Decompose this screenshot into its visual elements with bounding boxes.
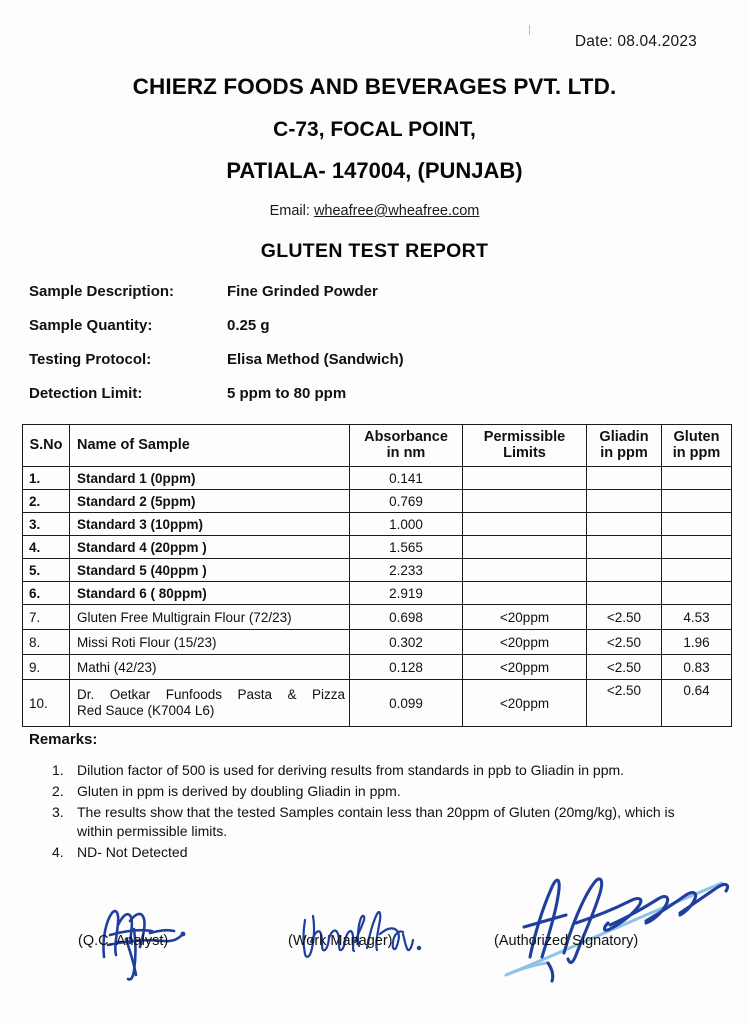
- address-line-2: PATIALA- 147004, (PUNJAB): [226, 158, 523, 183]
- cell-gliadin: <2.50: [587, 655, 662, 680]
- cell-sample-name-line2: Red Sauce (K7004 L6): [77, 703, 215, 719]
- cell-sample-name: [70, 680, 350, 727]
- meta-row-sample-description: [29, 283, 629, 317]
- meta-label: Sample Description:: [29, 283, 175, 300]
- cell-gliadin: [587, 559, 662, 582]
- signature-label-work-manager: (Work Manager): [288, 933, 393, 949]
- cell-absorbance: 0.698: [350, 605, 463, 630]
- cell-sno: 5.: [23, 559, 70, 582]
- table-row: [23, 536, 732, 559]
- cell-sno: 1.: [23, 467, 70, 490]
- remark-text: The results show that the tested Samples contain less than 20ppm of Gluten (20mg/kg), which is within permissible limits.: [77, 803, 675, 839]
- sample-meta-list: [29, 283, 629, 419]
- cell-sample-name-line1: Dr. Oetkar Funfoods Pasta & Pizza: [77, 686, 345, 702]
- remark-text: ND- Not Detected: [77, 843, 188, 860]
- cell-sno: 3.: [23, 513, 70, 536]
- cell-sample-name: Standard 2 (5ppm): [70, 490, 350, 513]
- cell-absorbance: 0.302: [350, 630, 463, 655]
- cell-sno: 8.: [23, 630, 70, 655]
- table-header-row: [23, 425, 732, 467]
- list-item: [52, 761, 712, 780]
- page-title: GLUTEN TEST REPORT: [260, 240, 489, 262]
- table-row: [23, 513, 732, 536]
- cell-sample-name: Gluten Free Multigrain Flour (72/23): [70, 605, 350, 630]
- remark-text: Gluten in ppm is derived by doubling Gliadin in ppm.: [77, 782, 401, 799]
- cell-sample-name: Missi Roti Flour (15/23): [70, 630, 350, 655]
- cell-absorbance: 2.919: [350, 582, 463, 605]
- remark-number: 4.: [52, 843, 64, 860]
- cell-gliadin: <2.50: [587, 605, 662, 630]
- meta-row-testing-protocol: [29, 351, 629, 385]
- cell-absorbance: 0.141: [350, 467, 463, 490]
- remark-text: Dilution factor of 500 is used for deriving results from standards in ppb to Gliadin in ppm.: [77, 762, 625, 778]
- cell-permissible: [463, 467, 587, 490]
- cell-gluten: 0.83: [662, 655, 732, 680]
- report-date: Date: 08.04.2023: [574, 33, 697, 50]
- cell-permissible: <20ppm: [463, 680, 587, 727]
- cell-gluten: [662, 536, 732, 559]
- cell-gluten: [662, 559, 732, 582]
- authorized-signatory-signature-ink: [490, 865, 740, 990]
- column-header-absorbance-line2: in nm: [386, 445, 426, 462]
- cell-permissible: <20ppm: [463, 655, 587, 680]
- remark-number: 2.: [52, 782, 64, 799]
- cell-absorbance: 1.000: [350, 513, 463, 536]
- cell-sample-name: Standard 3 (10ppm): [70, 513, 350, 536]
- cell-permissible: [463, 582, 587, 605]
- cell-gluten: [662, 467, 732, 490]
- cell-gluten: [662, 513, 732, 536]
- cell-permissible: <20ppm: [463, 630, 587, 655]
- meta-label: Sample Quantity:: [29, 317, 153, 334]
- cell-sno: 7.: [23, 605, 70, 630]
- cell-permissible: [463, 536, 587, 559]
- column-header-absorbance: [350, 425, 463, 467]
- signature-label-authorized-signatory: (Authorized Signatory): [494, 933, 639, 949]
- meta-label: Detection Limit:: [29, 385, 143, 402]
- cell-sample-name: Standard 1 (0ppm): [70, 467, 350, 490]
- cell-gliadin: <2.50: [587, 680, 662, 727]
- cell-gliadin: [587, 513, 662, 536]
- column-header-gluten-line2: in ppm: [672, 445, 721, 462]
- cell-gliadin: <2.50: [587, 630, 662, 655]
- scan-artifact-mark: [529, 25, 530, 35]
- table-row: [23, 605, 732, 630]
- cell-gliadin: [587, 536, 662, 559]
- signature-label-qc-analyst: (Q.C. Analyst): [78, 933, 169, 949]
- cell-gliadin: [587, 467, 662, 490]
- cell-sno: 4.: [23, 536, 70, 559]
- column-header-gluten: [662, 425, 732, 467]
- table-row: [23, 582, 732, 605]
- cell-permissible: <20ppm: [463, 605, 587, 630]
- column-header-name: Name of Sample: [70, 425, 350, 467]
- column-header-absorbance-line1: Absorbance: [364, 429, 448, 445]
- cell-sample-name: Standard 6 ( 80ppm): [70, 582, 350, 605]
- column-header-gluten-line1: Gluten: [673, 429, 720, 445]
- cell-sno: 10.: [23, 680, 70, 727]
- cell-sample-name: Standard 4 (20ppm ): [70, 536, 350, 559]
- cell-absorbance: 2.233: [350, 559, 463, 582]
- cell-sno: 9.: [23, 655, 70, 680]
- cell-gluten: 0.64: [662, 680, 732, 727]
- address-line-1: C-73, FOCAL POINT,: [273, 118, 476, 141]
- meta-row-sample-quantity: [29, 317, 629, 351]
- meta-row-detection-limit: [29, 385, 629, 419]
- list-item: [52, 803, 712, 841]
- table-row: [23, 630, 732, 655]
- column-header-permissible-line1: Permissible: [483, 429, 566, 445]
- table-row: [23, 559, 732, 582]
- cell-permissible: [463, 559, 587, 582]
- list-item: [52, 843, 712, 862]
- table-row: [23, 655, 732, 680]
- table-row: [23, 490, 732, 513]
- cell-gliadin: [587, 490, 662, 513]
- column-header-gliadin-line2: in ppm: [600, 445, 648, 462]
- table-row: [23, 467, 732, 490]
- cell-sno: 2.: [23, 490, 70, 513]
- results-table: [22, 424, 732, 727]
- remarks-heading: Remarks:: [29, 731, 98, 748]
- cell-sample-name: Mathi (42/23): [70, 655, 350, 680]
- remarks-list: [52, 761, 712, 863]
- remark-number: 3.: [52, 803, 64, 820]
- meta-value: 0.25 g: [227, 317, 270, 334]
- column-header-gliadin-line1: Gliadin: [599, 429, 649, 445]
- cell-permissible: [463, 513, 587, 536]
- cell-sample-name: Standard 5 (40ppm ): [70, 559, 350, 582]
- table-row: [23, 680, 732, 727]
- meta-value: Elisa Method (Sandwich): [227, 351, 404, 368]
- meta-label: Testing Protocol:: [29, 351, 152, 368]
- column-header-gliadin: [587, 425, 662, 467]
- cell-absorbance: 0.769: [350, 490, 463, 513]
- cell-gluten: [662, 490, 732, 513]
- cell-absorbance: 0.128: [350, 655, 463, 680]
- list-item: [52, 782, 712, 801]
- cell-sno: 6.: [23, 582, 70, 605]
- column-header-permissible: [463, 425, 587, 467]
- company-name: CHIERZ FOODS AND BEVERAGES PVT. LTD.: [132, 74, 617, 99]
- cell-absorbance: 1.565: [350, 536, 463, 559]
- remark-number: 1.: [52, 762, 64, 778]
- cell-absorbance: 0.099: [350, 680, 463, 727]
- cell-gluten: 4.53: [662, 605, 732, 630]
- email-label: Email:: [269, 203, 310, 219]
- column-header-sno: S.No: [23, 425, 70, 467]
- email-address[interactable]: wheafree@wheafree.com: [313, 203, 480, 219]
- email-line: [0, 203, 749, 219]
- cell-gliadin: [587, 582, 662, 605]
- cell-gluten: [662, 582, 732, 605]
- cell-gluten: 1.96: [662, 630, 732, 655]
- cell-permissible: [463, 490, 587, 513]
- meta-value: Fine Grinded Powder: [227, 283, 378, 300]
- column-header-permissible-line2: Limits: [503, 445, 546, 462]
- meta-value: 5 ppm to 80 ppm: [227, 385, 347, 402]
